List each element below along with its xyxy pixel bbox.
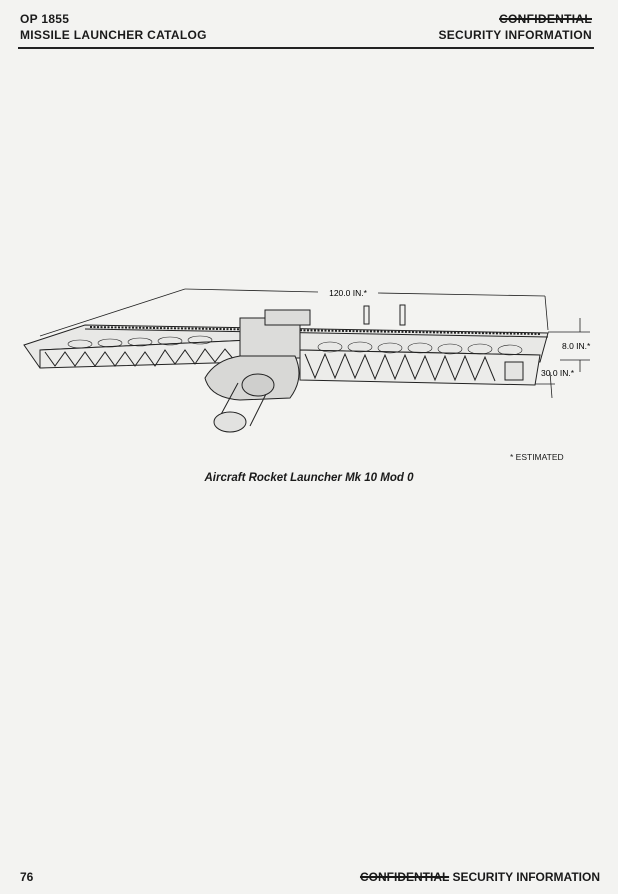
document-title: MISSILE LAUNCHER CATALOG <box>20 28 207 42</box>
classification-label: SECURITY INFORMATION <box>438 28 592 42</box>
height-label: 8.0 IN.* <box>562 341 591 351</box>
footer-classification-label: SECURITY INFORMATION <box>452 870 600 884</box>
estimated-footnote: * ESTIMATED <box>510 452 564 462</box>
footer-classification-struck: CONFIDENTIAL <box>359 870 450 884</box>
length-label: 120.0 IN.* <box>329 288 367 298</box>
figure-caption: Aircraft Rocket Launcher Mk 10 Mod 0 <box>204 472 414 484</box>
width-label: 30.0 IN.* <box>541 368 575 378</box>
launcher-illustration <box>0 270 618 450</box>
header-left <box>20 11 207 43</box>
header-right <box>438 11 592 43</box>
page-number: 76 <box>20 870 34 884</box>
footer-classification <box>360 870 600 884</box>
classification-struck: CONFIDENTIAL <box>499 12 592 26</box>
header-rule <box>18 47 594 49</box>
document-number: OP 1855 <box>20 12 70 26</box>
launcher-body <box>24 305 548 432</box>
